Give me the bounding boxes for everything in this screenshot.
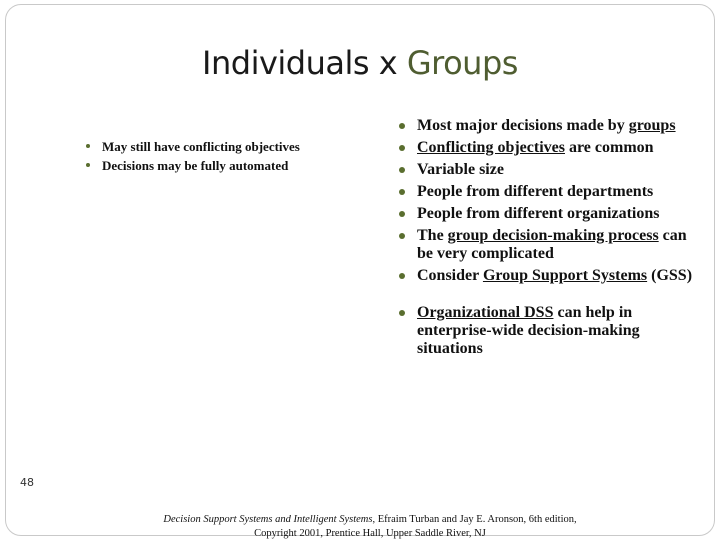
footer-line-2: Copyright 2001, Prentice Hall, Upper Saddle River, NJ	[254, 528, 486, 539]
footer-citation	[140, 513, 600, 541]
list-item	[398, 117, 698, 135]
list-item-text: can help in enterprise-wide decision-making situations	[417, 304, 640, 357]
bullet-icon	[399, 123, 405, 129]
bullet-icon	[399, 167, 405, 173]
list-item-text: Decisions may be fully automated	[102, 158, 289, 173]
list-item	[86, 156, 336, 175]
link-organizational-dss[interactable]: Organizational DSS	[417, 304, 554, 321]
link-group-support-systems[interactable]: Group Support Systems	[482, 267, 648, 284]
link-groups[interactable]: groups	[628, 117, 676, 134]
list-item	[398, 205, 698, 223]
footer-authors: , Efraim Turban and Jay E. Aronson, 6th edition,	[372, 514, 577, 525]
bullet-icon	[399, 145, 405, 151]
bullet-icon	[86, 144, 90, 148]
bullet-icon	[399, 211, 405, 217]
bullet-icon	[399, 310, 405, 316]
list-item	[398, 304, 698, 358]
list-item	[398, 139, 698, 157]
list-item	[86, 137, 336, 156]
slide-title	[0, 44, 720, 82]
list-item	[398, 161, 698, 179]
list-item-text: are common	[564, 139, 654, 156]
link-conflicting-objectives[interactable]: Conflicting objectives	[417, 139, 565, 156]
bullet-icon	[399, 233, 405, 239]
list-item-text: Most major decisions made by	[417, 117, 625, 134]
list-item	[398, 267, 698, 285]
bullet-icon	[399, 273, 405, 279]
list-item	[398, 183, 698, 201]
link-group-decision-making-process[interactable]: group decision-making process	[447, 227, 659, 244]
list-item-text: (GSS)	[647, 267, 693, 284]
footer-line-1	[140, 513, 600, 527]
list-item-text: People from different departments	[417, 183, 654, 200]
list-item-text: May still have conflicting objectives	[102, 139, 300, 154]
title-text-individuals: Individuals x	[202, 44, 407, 82]
left-bullet-list	[86, 137, 336, 175]
list-item-text: The	[417, 227, 448, 244]
page-number: 48	[20, 476, 34, 489]
list-item-text: People from different organizations	[417, 205, 660, 222]
list-item-text: Variable size	[417, 161, 504, 178]
right-bullet-list	[398, 117, 698, 362]
list-item-text: can be very complicated	[417, 227, 687, 262]
book-title: Decision Support Systems and Intelligent Systems	[163, 514, 373, 525]
bullet-icon	[86, 163, 90, 167]
title-text-groups: Groups	[406, 44, 518, 82]
list-item	[398, 227, 698, 263]
list-item-text: Consider	[417, 267, 483, 284]
bullet-icon	[399, 189, 405, 195]
